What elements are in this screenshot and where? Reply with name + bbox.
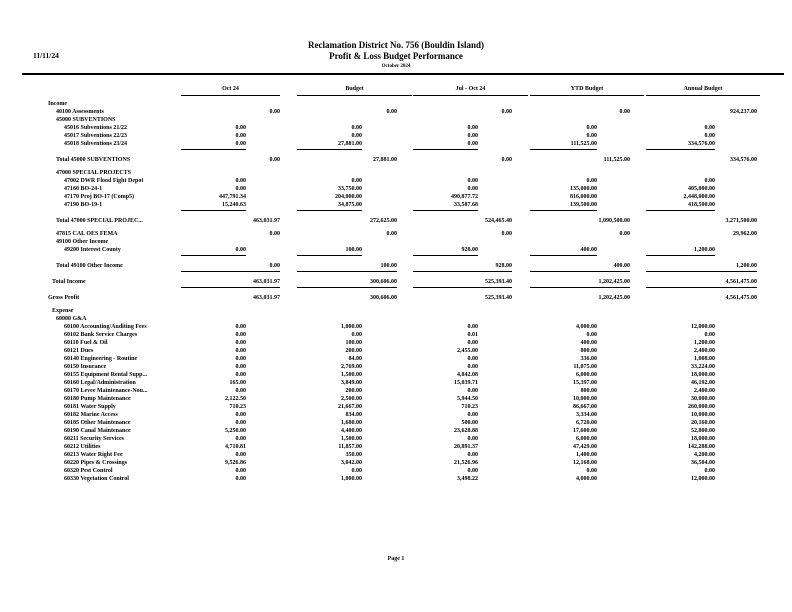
- row-value: 0.01: [467, 332, 478, 338]
- row-value: 135,000.00: [570, 186, 597, 192]
- row-value: 334,576.00: [730, 157, 757, 163]
- row-value: 0.00: [235, 348, 246, 354]
- row-value: 405,000.00: [688, 186, 715, 192]
- row-value: 0.00: [269, 157, 280, 163]
- row-label: 40100 Assessments: [56, 109, 104, 115]
- row-value: 0.00: [586, 178, 597, 184]
- row-value: 5,944.50: [457, 396, 478, 402]
- row-value: 1,500.00: [341, 372, 362, 378]
- subtotal-rule: [181, 149, 246, 150]
- subtotal-rule: [181, 210, 246, 211]
- row-value: 2,400.00: [694, 388, 715, 394]
- row-value: 1,000.00: [341, 324, 362, 330]
- row-value: 0.00: [501, 157, 512, 163]
- row-value: 139,500.00: [570, 202, 597, 208]
- row-label: 47815 CAL OES FEMA: [56, 231, 118, 237]
- row-value: 0.00: [467, 125, 478, 131]
- table-row: [0, 475, 792, 484]
- subtotal-rule: [530, 210, 597, 211]
- row-value: 100.00: [380, 263, 397, 269]
- row-value: 29,962.00: [733, 231, 757, 237]
- row-value: 463,031.97: [253, 279, 280, 285]
- row-value: 0.00: [467, 186, 478, 192]
- table-row: [0, 278, 792, 287]
- row-label: 60140 Engineering - Routine: [64, 356, 138, 362]
- row-value: 400.00: [580, 340, 597, 346]
- row-value: 0.00: [501, 231, 512, 237]
- row-value: 0.00: [235, 324, 246, 330]
- row-value: 33,587.68: [454, 202, 478, 208]
- row-label: 60170 Levee Maintenance-Nou...: [64, 388, 148, 394]
- row-value: 27,881.00: [373, 157, 397, 163]
- row-value: 0.00: [235, 364, 246, 370]
- row-value: 1,008.00: [694, 356, 715, 362]
- subtotal-rule: [181, 287, 280, 288]
- row-value: 4,400.00: [341, 428, 362, 434]
- row-label: Gross Profit: [48, 295, 80, 301]
- row-value: 0.00: [235, 133, 246, 139]
- row-label: 49200 Interest County: [64, 247, 121, 253]
- row-value: 800.00: [580, 388, 597, 394]
- row-label: 60180 Pump Maintenance: [64, 396, 131, 402]
- row-label: 47000 SPECIAL PROJECTS: [56, 170, 132, 176]
- row-value: 17,600.00: [573, 428, 597, 434]
- row-value: 500.00: [461, 420, 478, 426]
- row-value: 350.00: [345, 452, 362, 458]
- row-value: 928.00: [495, 263, 512, 269]
- column-header: Budget: [297, 86, 412, 96]
- row-value: 525,393.40: [485, 295, 512, 301]
- row-value: 924,237.00: [730, 109, 757, 115]
- row-label: 60000 G&A: [56, 316, 87, 322]
- row-value: 47,429.00: [573, 444, 597, 450]
- row-value: 12,168.00: [573, 460, 597, 466]
- row-value: 0.00: [269, 109, 280, 115]
- row-value: 400.00: [613, 263, 630, 269]
- row-label: 60110 Fuel & Oil: [64, 340, 108, 346]
- subtotal-rule: [181, 271, 280, 272]
- row-value: 0.00: [235, 372, 246, 378]
- page-number: Page 1: [387, 556, 405, 562]
- report-period: October 2024: [381, 64, 411, 69]
- row-value: 1,200.00: [736, 263, 757, 269]
- row-value: 463,031.97: [253, 295, 280, 301]
- row-value: 1,400.00: [576, 452, 597, 458]
- row-value: 18,000.00: [691, 372, 715, 378]
- row-value: 0.00: [467, 412, 478, 418]
- subtotal-rule: [413, 149, 478, 150]
- row-value: 3,271,500.00: [725, 218, 757, 224]
- subtotal-rule: [297, 149, 362, 150]
- row-value: 0.00: [235, 340, 246, 346]
- row-label: 60150 Insurance: [64, 364, 107, 370]
- row-value: 0.00: [619, 231, 630, 237]
- row-value: 0.00: [501, 109, 512, 115]
- row-value: 2,400.00: [694, 348, 715, 354]
- row-label: 60160 Legal/Administration: [64, 380, 136, 386]
- row-value: 0.00: [386, 231, 397, 237]
- row-label: 60100 Accounting/Auditing Fees: [64, 324, 147, 330]
- row-value: 6,000.00: [576, 436, 597, 442]
- row-label: 60190 Canal Maintenance: [64, 428, 131, 434]
- row-value: 111,525.00: [570, 141, 597, 147]
- row-value: 336.00: [580, 356, 597, 362]
- row-value: 1,202,425.00: [598, 295, 630, 301]
- row-value: 0.00: [619, 109, 630, 115]
- row-label: 60213 Water Right Fee: [64, 452, 123, 458]
- row-value: 0.00: [704, 468, 715, 474]
- row-value: 3,849.00: [341, 380, 362, 386]
- row-value: 1,200.00: [694, 340, 715, 346]
- row-value: 3,498.22: [457, 476, 478, 482]
- row-value: 0.00: [235, 125, 246, 131]
- row-value: 3,042.00: [341, 460, 362, 466]
- row-value: 27,881.00: [338, 141, 362, 147]
- row-value: 0.00: [235, 332, 246, 338]
- row-value: 4,000.00: [576, 476, 597, 482]
- row-value: 524,465.40: [485, 218, 512, 224]
- row-value: 0.00: [704, 178, 715, 184]
- row-label: 45017 Subventions 22/23: [64, 133, 128, 139]
- row-label: 45018 Subventions 23/24: [64, 141, 128, 147]
- row-label: Total Income: [52, 279, 86, 285]
- row-value: 0.00: [235, 178, 246, 184]
- row-value: 111,525.00: [603, 157, 630, 163]
- report-date: 11/11/24: [33, 51, 59, 60]
- row-value: 11,075.00: [573, 364, 597, 370]
- row-value: 300,606.00: [370, 295, 397, 301]
- row-label: 60211 Security Services: [64, 436, 124, 442]
- table-row: [0, 262, 792, 271]
- column-header: YTD Budget: [530, 86, 644, 96]
- row-value: 21,667.00: [338, 404, 362, 410]
- row-label: 60102 Bank Service Charges: [64, 332, 138, 338]
- row-value: 0.00: [704, 332, 715, 338]
- row-value: 418,500.00: [688, 202, 715, 208]
- row-value: 15,039.71: [454, 380, 478, 386]
- row-value: 4,561,475.00: [725, 295, 757, 301]
- row-value: 0.00: [235, 452, 246, 458]
- row-value: 34,875.00: [338, 202, 362, 208]
- row-value: 0.00: [235, 186, 246, 192]
- row-value: 6,000.00: [576, 372, 597, 378]
- column-header: Jul - Oct 24: [413, 86, 528, 96]
- row-label: 49100 Other Income: [56, 239, 109, 245]
- row-value: 0.00: [467, 133, 478, 139]
- row-value: 816,000.00: [570, 194, 597, 200]
- column-header: Annual Budget: [646, 86, 760, 96]
- row-value: 46,192.00: [691, 380, 715, 386]
- row-value: 4,561,475.00: [725, 279, 757, 285]
- row-value: 33,224.00: [691, 364, 715, 370]
- row-value: 0.00: [467, 468, 478, 474]
- row-label: 60181 Water Supply: [64, 404, 116, 410]
- table-row: [0, 201, 792, 210]
- row-value: 1,680.00: [341, 420, 362, 426]
- table-row: [0, 156, 792, 165]
- row-label: 47170 Proj BO-17 (Comp5): [64, 194, 135, 200]
- row-value: 0.00: [586, 332, 597, 338]
- table-row: [0, 294, 792, 303]
- row-label: 60121 Dues: [64, 348, 94, 354]
- subtotal-rule: [646, 287, 757, 288]
- subtotal-rule: [297, 271, 397, 272]
- subtotal-rule: [297, 255, 362, 256]
- row-value: 100.00: [345, 247, 362, 253]
- row-value: 400.00: [580, 247, 597, 253]
- subtotal-rule: [646, 210, 715, 211]
- row-label: 47160 BO-24-1: [64, 186, 103, 192]
- row-value: 11,857.00: [338, 444, 362, 450]
- row-value: 100.00: [345, 340, 362, 346]
- subtotal-rule: [530, 255, 597, 256]
- row-value: 0.00: [351, 178, 362, 184]
- row-value: 0.00: [467, 178, 478, 184]
- row-value: 12,000.00: [691, 324, 715, 330]
- row-value: 0.00: [586, 125, 597, 131]
- row-value: 1,202,425.00: [598, 279, 630, 285]
- row-label: 60320 Pest Control: [64, 468, 113, 474]
- row-label: 47002 DWR Flood Fight Depot: [64, 178, 144, 184]
- row-label: 45016 Subventions 21/22: [64, 125, 128, 131]
- row-value: 490,877.72: [451, 194, 478, 200]
- row-value: 10,000.00: [691, 412, 715, 418]
- subtotal-rule: [297, 287, 397, 288]
- row-value: 20,160.00: [691, 420, 715, 426]
- subtotal-rule: [646, 271, 757, 272]
- row-value: 0.00: [235, 356, 246, 362]
- row-value: 0.00: [467, 356, 478, 362]
- subtotal-rule: [413, 271, 512, 272]
- row-value: 5,250.00: [225, 428, 246, 434]
- row-value: 1,000.00: [341, 476, 362, 482]
- row-value: 84.00: [348, 356, 362, 362]
- row-value: 0.00: [467, 452, 478, 458]
- subtotal-rule: [413, 287, 512, 288]
- row-value: 0.00: [351, 125, 362, 131]
- row-value: 0.00: [235, 436, 246, 442]
- row-value: 165.00: [229, 380, 246, 386]
- row-value: 0.00: [235, 412, 246, 418]
- row-value: 0.00: [269, 231, 280, 237]
- row-value: 21,526.96: [454, 460, 478, 466]
- row-value: 0.00: [467, 141, 478, 147]
- report-title: Profit & Loss Budget Performance: [329, 51, 463, 61]
- row-value: 0.00: [704, 125, 715, 131]
- row-label: Income: [48, 101, 67, 107]
- row-label: 60155 Equipment Rental Supp...: [64, 372, 148, 378]
- row-value: 710.23: [461, 404, 478, 410]
- row-value: 0.00: [467, 388, 478, 394]
- row-value: 20,891.37: [454, 444, 478, 450]
- row-value: 2,448,000.00: [683, 194, 715, 200]
- row-label: Total 47000 SPECIAL PROJEC...: [56, 218, 143, 224]
- row-value: 710.23: [229, 404, 246, 410]
- table-row: [0, 217, 792, 226]
- table-row: [0, 246, 792, 255]
- row-value: 1,500.00: [341, 436, 362, 442]
- subtotal-rule: [413, 210, 478, 211]
- row-value: 0.00: [386, 109, 397, 115]
- row-value: 0.00: [586, 133, 597, 139]
- subtotal-rule: [530, 287, 630, 288]
- row-label: 60182 Marine Access: [64, 412, 118, 418]
- subtotal-rule: [646, 255, 715, 256]
- subtotal-rule: [181, 255, 246, 256]
- row-label: 47190 BO-19-1: [64, 202, 103, 208]
- row-value: 200.00: [345, 388, 362, 394]
- subtotal-rule: [530, 149, 597, 150]
- row-value: 0.00: [467, 436, 478, 442]
- row-value: 0.00: [586, 468, 597, 474]
- row-value: 142,288.00: [688, 444, 715, 450]
- row-value: 6,720.00: [576, 420, 597, 426]
- row-value: 2,500.00: [341, 396, 362, 402]
- row-value: 0.00: [351, 332, 362, 338]
- row-value: 0.00: [235, 141, 246, 147]
- row-value: 33,750.00: [338, 186, 362, 192]
- row-value: 0.00: [235, 247, 246, 253]
- row-value: 2,769.00: [341, 364, 362, 370]
- row-value: 463,031.97: [253, 218, 280, 224]
- row-label: 60185 Other Maintenance: [64, 420, 131, 426]
- row-value: 1,090,500.00: [598, 218, 630, 224]
- row-label: Total 49100 Other Income: [56, 263, 123, 269]
- row-value: 0.00: [467, 364, 478, 370]
- row-value: 18,000.00: [691, 436, 715, 442]
- row-value: 3,334.00: [576, 412, 597, 418]
- table-row: [0, 140, 792, 149]
- row-label: 60220 Pipes & Crossings: [64, 460, 128, 466]
- row-value: 525,393.40: [485, 279, 512, 285]
- report-org-title: Reclamation District No. 756 (Bouldin Island): [307, 40, 484, 50]
- row-value: 334,576.00: [688, 141, 715, 147]
- row-value: 30,000.00: [691, 396, 715, 402]
- subtotal-rule: [530, 271, 630, 272]
- row-value: 0.00: [235, 476, 246, 482]
- row-value: 9,526.86: [225, 460, 246, 466]
- row-label: Total 45000 SUBVENTIONS: [56, 157, 131, 163]
- row-value: 15,397.00: [573, 380, 597, 386]
- row-value: 260,000.00: [688, 404, 715, 410]
- row-value: 52,800.00: [691, 428, 715, 434]
- row-value: 4,842.08: [457, 372, 478, 378]
- row-value: 0.00: [235, 388, 246, 394]
- row-value: 272,625.00: [370, 218, 397, 224]
- row-value: 800.00: [580, 348, 597, 354]
- row-value: 12,000.00: [691, 476, 715, 482]
- row-value: 0.00: [351, 133, 362, 139]
- subtotal-rule: [413, 255, 478, 256]
- row-value: 4,710.81: [225, 444, 246, 450]
- row-value: 15,240.63: [222, 202, 246, 208]
- row-value: 928.00: [461, 247, 478, 253]
- row-value: 1,200.00: [694, 247, 715, 253]
- row-value: 0.00: [235, 468, 246, 474]
- row-value: 447,791.34: [219, 194, 246, 200]
- row-label: 45000 SUBVENTIONS: [56, 117, 116, 123]
- row-value: 4,200.00: [694, 452, 715, 458]
- row-value: 834.00: [345, 412, 362, 418]
- header-rule: [22, 73, 784, 75]
- column-header: Oct 24: [181, 86, 280, 96]
- row-value: 204,000.00: [335, 194, 362, 200]
- row-value: 4,000.00: [576, 324, 597, 330]
- subtotal-rule: [646, 149, 715, 150]
- row-value: 2,455.00: [457, 348, 478, 354]
- row-value: 0.00: [467, 340, 478, 346]
- row-value: 0.00: [704, 133, 715, 139]
- row-value: 0.00: [351, 468, 362, 474]
- row-label: 60330 Vegetation Control: [64, 476, 129, 482]
- row-value: 0.00: [235, 420, 246, 426]
- row-value: 0.00: [269, 263, 280, 269]
- row-value: 2,122.50: [225, 396, 246, 402]
- row-label: Expense: [52, 308, 74, 314]
- row-value: 200.00: [345, 348, 362, 354]
- row-value: 86,667.00: [573, 404, 597, 410]
- row-value: 36,504.00: [691, 460, 715, 466]
- row-value: 23,628.88: [454, 428, 478, 434]
- row-value: 10,000.00: [573, 396, 597, 402]
- subtotal-rule: [297, 210, 362, 211]
- row-value: 300,606.00: [370, 279, 397, 285]
- row-value: 0.00: [467, 324, 478, 330]
- row-label: 60212 Utilities: [64, 444, 101, 450]
